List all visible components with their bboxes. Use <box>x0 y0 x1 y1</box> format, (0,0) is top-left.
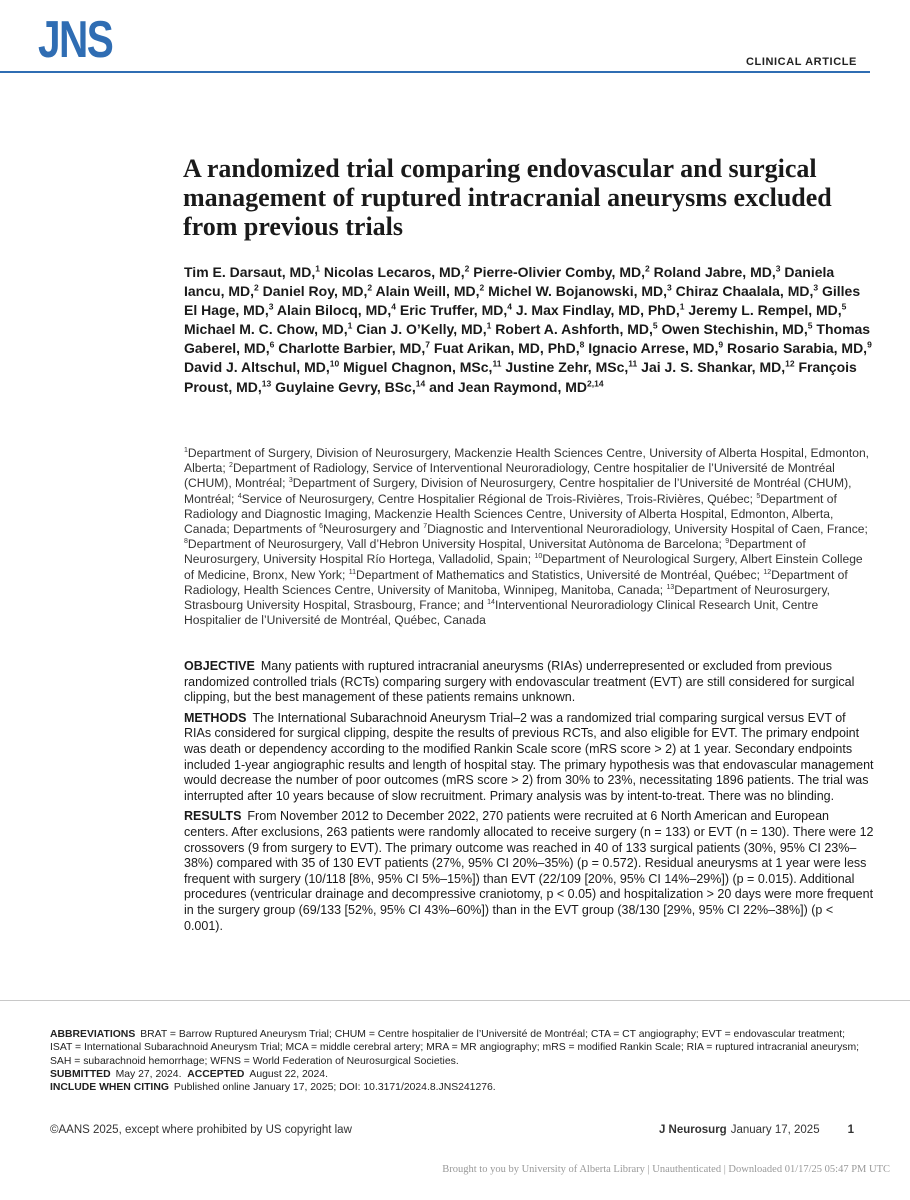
affiliation-number: 4 <box>237 492 242 500</box>
author-name: Fuat Arikan, MD, PhD, <box>433 340 580 357</box>
citing-note <box>50 1081 862 1094</box>
affiliation-text: Diagnostic and Interventional Neuroradiology, University Hospital of Caen, France; <box>427 522 868 537</box>
author-affiliation-mark: 10 <box>329 358 340 369</box>
affiliation-number: 5 <box>756 492 761 500</box>
author-affiliation-mark: 5 <box>841 301 847 312</box>
citing-text: Published online January 17, 2025; DOI: 10.3171/2024.8.JNS241276. <box>173 1082 496 1094</box>
author <box>654 264 781 280</box>
author-name: Miguel Chagnon, MSc, <box>343 359 493 376</box>
author-name: Ignacio Arrese, MD, <box>588 340 719 357</box>
author <box>688 302 846 318</box>
article-notes <box>50 1028 862 1094</box>
author-affiliation-mark: 1 <box>347 320 353 331</box>
author <box>727 340 872 356</box>
accepted-label: ACCEPTED <box>187 1068 245 1080</box>
author-affiliation-mark: 12 <box>785 358 795 369</box>
author <box>662 321 813 337</box>
results-label: RESULTS <box>184 809 242 824</box>
affiliation-number: 14 <box>487 599 495 606</box>
author-affiliation-mark: 1 <box>679 301 685 312</box>
author-name: Nicolas Lecaros, MD, <box>323 264 465 280</box>
abstract-objective <box>184 659 874 706</box>
author <box>275 379 425 395</box>
page-number: 1 <box>847 1124 854 1136</box>
affiliation-text: Interventional Neuroradiology Clinical Research Unit, Centre Hospitalier de l’Université de Montréal, Québec, Canada <box>184 598 819 628</box>
author-affiliation-mark: 3 <box>667 282 672 293</box>
author-affiliation-mark: 11 <box>628 358 638 369</box>
author-affiliation-mark: 9 <box>718 339 724 350</box>
article-type-label: CLINICAL ARTICLE <box>745 56 857 68</box>
objective-text: Many patients with ruptured intracranial aneurysms (RIAs) underrepresented or excluded from previous randomized controlled trials (RCTs) comparing surgery with endovascular treatment (EVT) are still considered for surgical clipping, but the best management of these patients remains unknown. <box>184 659 855 705</box>
author-name: Daniela Iancu, MD, <box>184 264 835 300</box>
author <box>376 283 485 299</box>
author <box>429 379 603 395</box>
methods-text: The International Subarachnoid Aneurysm Trial–2 was a randomized trial comparing surgical versus EVT of RIAs considered for surgical clipping, despite the results of previous RCTs, and also eligible for EVT. The primary endpoint was death or dependency according to the modified Rankin Scale score (mRS score > 2) at 1 year. Secondary endpoints included 1-year angiographic results and length of hospital stay. The primary hypothesis was that endovascular management would decrease the number of poor outcomes (mRS score > 2) from 30% to 23%, necessitating 1896 patients. The trial was interrupted after 10 years because of slow recruitment. Primary analysis was by intent-to-treat. There was no blinding. <box>184 710 874 803</box>
author <box>588 340 723 356</box>
journal-name: J Neurosurg <box>658 1124 727 1136</box>
author <box>434 340 584 356</box>
author-name: Justine Zehr, MSc, <box>505 359 629 376</box>
author-affiliation-mark: 2 <box>644 263 650 274</box>
author-name: Robert A. Ashforth, MD, <box>495 321 653 338</box>
download-notice: Brought to you by University of Alberta Library | Unauthenticated | Downloaded 01/17/25 05:47 PM UTC <box>442 1164 890 1175</box>
copyright-notice: ©AANS 2025, except where prohibited by US copyright law <box>50 1124 352 1136</box>
affiliation-text: Department of Surgery, Division of Neurosurgery, Mackenzie Health Sciences Centre, University of Alberta Hospital, Edmonton, Alberta; <box>184 446 870 476</box>
affiliation-text: Department of Radiology, Health Sciences Centre, University of Manitoba, Winnipeg, Manitoba, Canada; <box>184 567 848 597</box>
author-name: Owen Stechishin, MD, <box>661 321 808 338</box>
author-name: Alain Bilocq, MD, <box>276 302 392 319</box>
author <box>495 321 657 337</box>
dates-note <box>50 1068 862 1081</box>
journal-footer <box>659 1124 854 1136</box>
author <box>278 340 430 356</box>
author-affiliation-mark: 2 <box>367 282 373 293</box>
publication-date: January 17, 2025 <box>730 1124 820 1136</box>
author-name: Michel W. Bojanowski, MD, <box>488 283 668 300</box>
header-rule <box>0 71 870 73</box>
author <box>516 302 685 318</box>
abstract-results <box>184 809 874 934</box>
affiliation-text: Department of Radiology and Diagnostic Imaging, Mackenzie Health Sciences Centre, University of Alberta Hospital, Edmonton, Alberta, Canada; Departments of <box>184 491 837 537</box>
author <box>263 283 373 299</box>
affiliation-number: 9 <box>725 538 730 546</box>
affiliation-text: Department of Neurosurgery, University Hospital Río Hortega, Valladolid, Spain; <box>184 537 806 567</box>
affiliation-text: Department of Neurosurgery, Strasbourg University Hospital, Strasbourg, France; and <box>184 582 830 613</box>
author-affiliation-mark: 4 <box>391 301 396 312</box>
affiliation-number: 3 <box>288 477 293 485</box>
methods-label: METHODS <box>184 710 247 725</box>
author <box>488 283 672 299</box>
author-name: Alain Weill, MD, <box>375 283 480 300</box>
author-affiliation-mark: 2 <box>464 263 470 274</box>
author-name: Rosario Sarabia, MD, <box>727 340 868 357</box>
author-name: Daniel Roy, MD, <box>262 283 368 300</box>
author-affiliation-mark: 6 <box>269 339 275 350</box>
author-name: Jeremy L. Rempel, MD, <box>688 302 842 319</box>
affiliation-text: Service of Neurosurgery, Centre Hospitalier Régional de Trois-Rivières, Trois-Rivières, Québec; <box>241 491 757 506</box>
author <box>184 321 352 337</box>
abbreviations-label: ABBREVIATIONS <box>50 1029 136 1040</box>
author-name: Eric Truffer, MD, <box>399 302 508 319</box>
affiliation-number: 1 <box>184 446 188 454</box>
author <box>641 359 794 375</box>
affiliation-text: Department of Neurosurgery, Vall d’Hebron University Hospital, Universitat Autònoma de Barcelona; <box>187 537 726 552</box>
author <box>184 264 320 280</box>
author-affiliation-mark: 2,14 <box>587 377 604 388</box>
author-name: Pierre-Olivier Comby, MD, <box>473 264 645 280</box>
affiliation-number: 12 <box>763 568 772 576</box>
author <box>676 283 818 299</box>
affiliation-number: 11 <box>348 568 356 576</box>
author-affiliation-mark: 3 <box>268 301 274 312</box>
author-affiliation-mark: 1 <box>315 263 320 274</box>
author-name: Charlotte Barbier, MD, <box>278 340 426 357</box>
accepted-date: August 22, 2024. <box>249 1068 328 1080</box>
affiliation-text: Department of Radiology, Service of Interventional Neuroradiology, Centre hospitalier de l’Université de Montréal (CHUM), Montréal; <box>184 461 835 491</box>
author-affiliation-mark: 4 <box>507 301 512 312</box>
author-name: J. Max Findlay, MD, PhD, <box>515 302 680 319</box>
author-name: Roland Jabre, MD, <box>653 264 776 280</box>
author-name: Chiraz Chaalala, MD, <box>675 283 814 300</box>
affiliation-number: 7 <box>423 522 428 530</box>
affiliation-number: 8 <box>184 538 188 546</box>
author-affiliation-mark: 2 <box>479 282 485 293</box>
author <box>184 359 339 375</box>
section-divider <box>0 1000 910 1001</box>
author <box>343 359 501 375</box>
author-name: François Proust, MD, <box>184 359 857 395</box>
objective-label: OBJECTIVE <box>184 659 255 673</box>
abstract <box>184 659 874 939</box>
author-affiliation-mark: 3 <box>813 282 819 293</box>
abstract-methods <box>184 711 874 805</box>
submitted-date: May 27, 2024. <box>115 1068 182 1080</box>
affiliation-number: 13 <box>666 583 675 591</box>
abbreviations-text: BRAT = Barrow Ruptured Aneurysm Trial; CHUM = Centre hospitalier de l’Université de Montréal; CTA = CT angiography; EVT = endovascular treatment; ISAT = International Subarachnoid Aneurysm Trial; MCA = middle cerebral artery; MRA = MR angiography; mRS = modified Rankin Scale; RIA = ruptured intracranial aneurysm; SAH = subarachnoid hemorrhage; WFNS = World Federation of Neurosurgical Societies. <box>50 1029 860 1067</box>
author-affiliation-mark: 7 <box>425 339 430 350</box>
author-affiliation-mark: 5 <box>807 320 813 331</box>
author-name: Michael M. C. Chow, MD, <box>184 321 348 338</box>
affiliation-number: 2 <box>229 462 233 470</box>
author-affiliation-mark: 11 <box>492 358 502 369</box>
affiliation-text: Department of Neurological Surgery, Albert Einstein College of Medicine, Bronx, New York; <box>184 552 863 582</box>
author-affiliation-mark: 2 <box>254 282 259 293</box>
citing-label: INCLUDE WHEN CITING <box>50 1082 169 1094</box>
author-name: Thomas Gaberel, MD, <box>184 321 871 357</box>
affiliation-text: Department of Surgery, Division of Neurosurgery, Centre hospitalier de l’Université de Montréal (CHUM), Montréal; <box>184 476 852 506</box>
journal-logo: JNS <box>38 11 113 69</box>
affiliation-text: Department of Mathematics and Statistics, Université de Montréal, Québec; <box>355 567 764 582</box>
author-name: Cian J. O’Kelly, MD, <box>356 321 487 338</box>
author-affiliation-mark: 1 <box>486 320 492 331</box>
abbreviations-note <box>50 1028 862 1068</box>
author-affiliation-mark: 13 <box>261 377 272 388</box>
affiliations <box>184 446 874 628</box>
author-affiliation-mark: 8 <box>579 339 585 350</box>
author-name: Jai J. S. Shankar, MD, <box>641 359 786 376</box>
author-affiliation-mark: 9 <box>867 339 872 350</box>
author <box>473 264 649 280</box>
author <box>400 302 512 318</box>
author <box>356 321 491 337</box>
author <box>505 359 637 375</box>
author-name: Guylaine Gevry, BSc, <box>275 378 416 395</box>
author-name: David J. Altschul, MD, <box>184 359 330 376</box>
results-text: From November 2012 to December 2022, 270 patients were recruited at 6 North American and European centers. After exclusions, 263 patients were randomly allocated to receive surgery (n = 133) or EVT (n = 130). There were 12 crossovers (9 from surgery to EVT). The primary outcome was reached in 40 of 133 surgical patients (30%, 95% CI 23%–38%) compared with 35 of 130 EVT patients (27%, 95% CI 20%–35%) (p = 0.572). Residual aneurysms at 1 year were less frequent with surgery (10/118 [8%, 95% CI 5%–15%]) than EVT (22/109 [20%, 95% CI 14%–29%]) (p = 0.015). Additional procedures (ventricular drainage and decompressive craniotomy, p < 0.05) and hospitalization > 20 days were more frequent in the surgery group (69/133 [52%, 95% CI 43%–60%]) than in the EVT group (38/130 [29%, 95% CI 22%–38%]) (p < 0.001). <box>184 809 874 933</box>
author-affiliation-mark: 14 <box>415 377 426 388</box>
author <box>277 302 396 318</box>
author-name: and Jean Raymond, MD <box>429 378 588 395</box>
affiliation-text: Neurosurgery and <box>323 522 424 537</box>
affiliation-number: 10 <box>534 553 543 561</box>
affiliation-number: 6 <box>319 522 324 530</box>
author-affiliation-mark: 5 <box>652 320 658 331</box>
article-title: A randomized trial comparing endovascular and surgical management of ruptured intracranial aneurysms excluded from previous trials <box>183 154 832 241</box>
author-name: Tim E. Darsaut, MD, <box>184 264 316 280</box>
author-name: Gilles El Hage, MD, <box>184 283 861 319</box>
author-affiliation-mark: 3 <box>775 263 781 274</box>
author <box>324 264 470 280</box>
submitted-label: SUBMITTED <box>50 1068 111 1080</box>
author-list <box>184 263 874 397</box>
